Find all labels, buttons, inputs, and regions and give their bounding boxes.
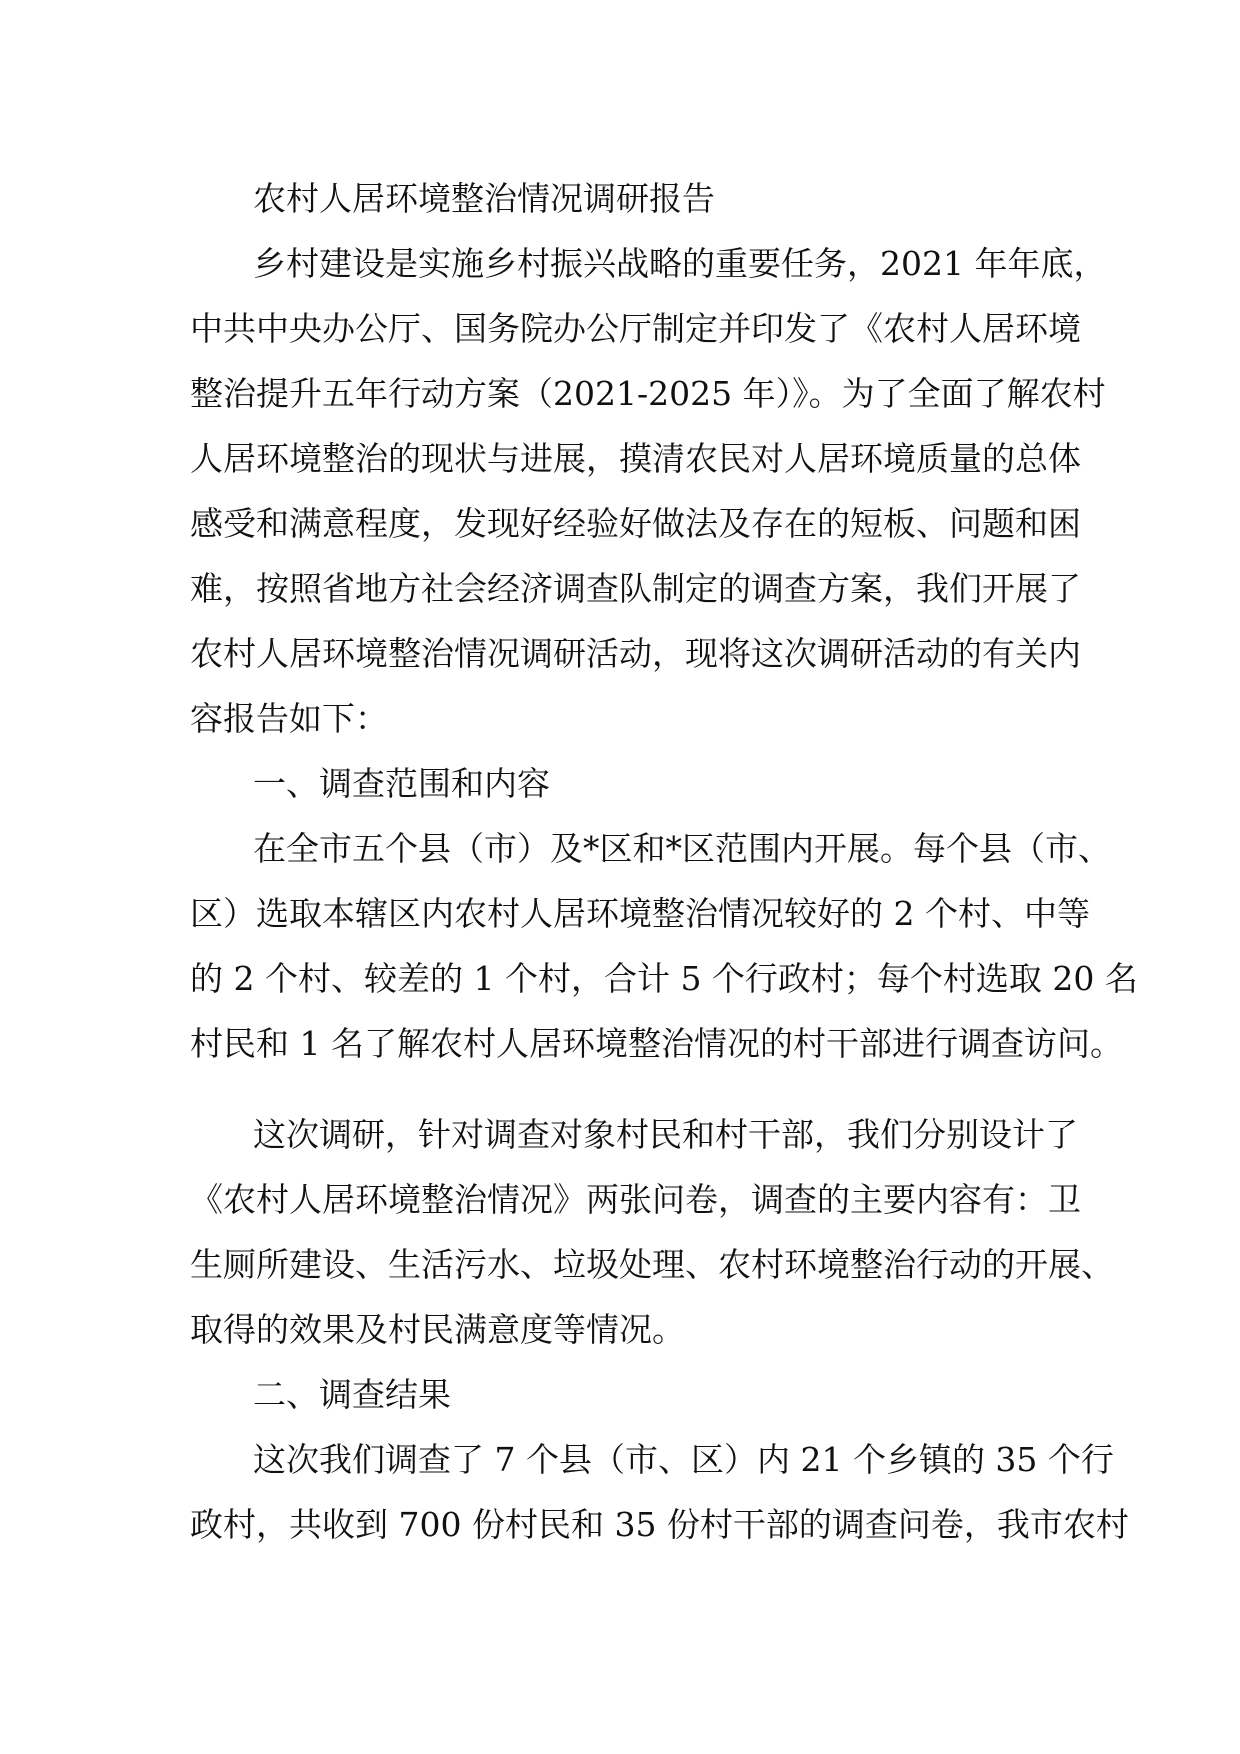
- paragraph-results: [190, 1427, 1129, 1557]
- paragraph-intro: [190, 231, 1107, 751]
- paragraph-line: 整治提升五年行动方案（2021-2025 年）》。为了全面了解农村: [190, 374, 1106, 413]
- paragraph-line: 容报告如下：: [190, 699, 388, 738]
- paragraph-line: 这次我们调查了 7 个县（市、区）内 21 个乡镇的 35 个行: [253, 1440, 1114, 1479]
- paragraph-line: 取得的效果及村民满意度等情况。: [190, 1310, 685, 1349]
- paragraph-line: 难，按照省地方社会经济调查队制定的调查方案，我们开展了: [190, 569, 1081, 608]
- section-heading-results: 二、调查结果: [253, 1375, 451, 1414]
- paragraph-gap: [190, 1076, 1066, 1102]
- paragraph-line: 《农村人居环境整治情况》两张问卷，调查的主要内容有：卫: [190, 1180, 1081, 1219]
- document-body: [190, 166, 1138, 1557]
- paragraph-scope: [190, 816, 1138, 1076]
- paragraph-line: 农村人居环境整治情况调研活动，现将这次调研活动的有关内: [190, 634, 1081, 673]
- paragraph-line: 区）选取本辖区内农村人居环境整治情况较好的 2 个村、中等: [190, 894, 1090, 933]
- section-heading-scope: 一、调查范围和内容: [253, 764, 550, 803]
- paragraph-line: 在全市五个县（市）及*区和*区范围内开展。每个县（市、: [253, 829, 1111, 868]
- paragraph-line: 这次调研，针对调查对象村民和村干部，我们分别设计了: [253, 1115, 1078, 1154]
- paragraph-line: 人居环境整治的现状与进展，摸清农民对人居环境质量的总体: [190, 439, 1081, 478]
- paragraph-line: 中共中央办公厅、国务院办公厅制定并印发了《农村人居环境: [190, 309, 1081, 348]
- paragraph-line: 生厕所建设、生活污水、垃圾处理、农村环境整治行动的开展、: [190, 1245, 1114, 1284]
- paragraph-method: [190, 1102, 1114, 1362]
- paragraph-line: 乡村建设是实施乡村振兴战略的重要任务，2021 年年底，: [253, 244, 1107, 283]
- paragraph-line: 政村，共收到 700 份村民和 35 份村干部的调查问卷，我市农村: [190, 1505, 1129, 1544]
- paragraph-line: 村民和 1 名了解农村人居环境整治情况的村干部进行调查访问。: [190, 1024, 1123, 1063]
- paragraph-line: 感受和满意程度，发现好经验好做法及存在的短板、问题和困: [190, 504, 1081, 543]
- document-title: 农村人居环境整治情况调研报告: [253, 179, 715, 218]
- paragraph-line: 的 2 个村、较差的 1 个村，合计 5 个行政村；每个村选取 20 名: [190, 959, 1138, 998]
